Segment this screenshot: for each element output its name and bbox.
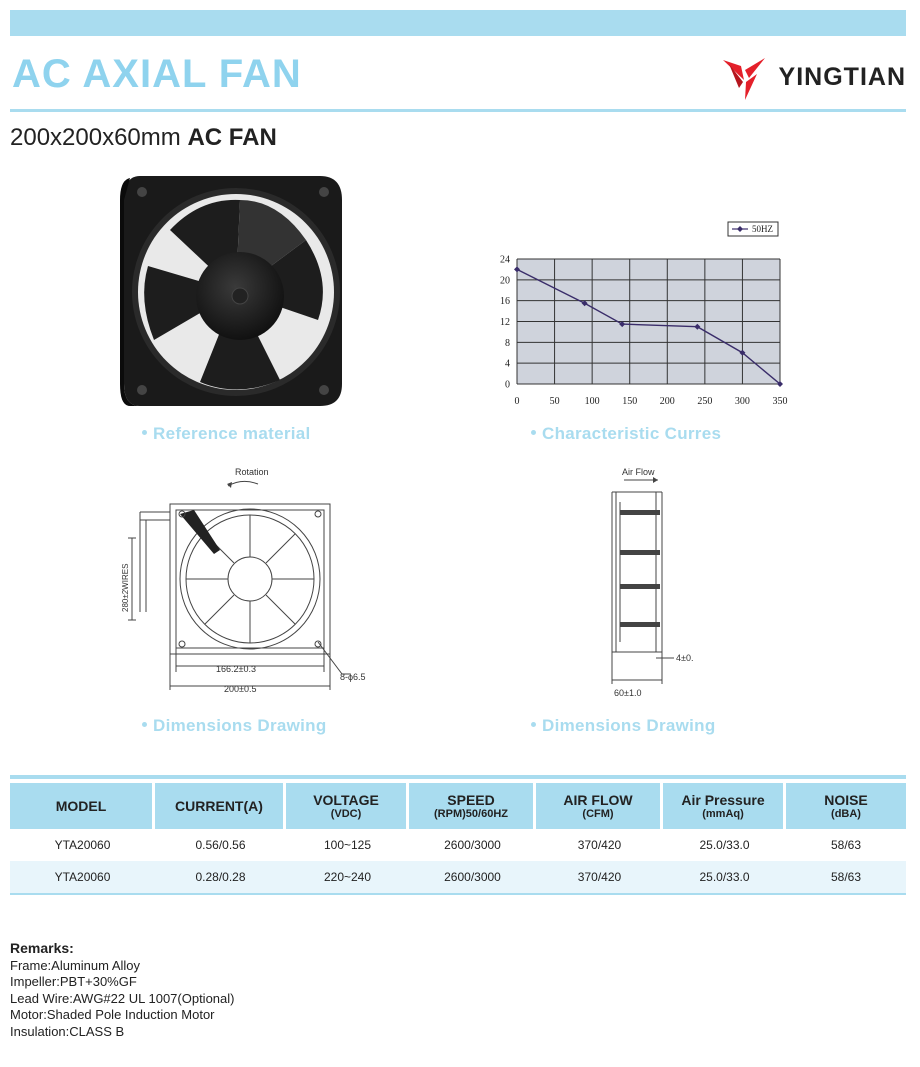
- cell-air-pressure: 25.0/33.0: [699, 838, 750, 852]
- cell-voltage: 220~240: [323, 870, 372, 884]
- chart-y-tick-label: 8: [505, 337, 510, 349]
- header-noise: NOISE (dBA): [786, 783, 906, 829]
- cell-noise: 58/63: [830, 838, 862, 852]
- hole-spacing-label: 166.2±0.3: [216, 664, 256, 674]
- bullet-icon: [142, 722, 147, 727]
- chart-x-tick-label: 100: [584, 396, 600, 407]
- cell-speed: 2600/3000: [444, 870, 501, 884]
- cell-model: YTA20060: [54, 838, 111, 852]
- remarks-title: Remarks:: [10, 940, 74, 956]
- header-speed: SPEED (RPM)50/60HZ: [409, 783, 533, 829]
- chart-x-tick-label: 250: [697, 396, 713, 407]
- cell-voltage: 100~125: [323, 838, 372, 852]
- rotation-label: Rotation: [235, 467, 269, 477]
- chart-x-tick-label: 150: [622, 396, 638, 407]
- chart-y-tick-label: 20: [500, 275, 510, 287]
- cell-noise: 58/63: [830, 870, 862, 884]
- cell-air-pressure: 25.0/33.0: [699, 870, 750, 884]
- remark-frame: Frame:Aluminum Alloy: [10, 957, 141, 973]
- chart-y-tick-label: 24: [500, 254, 510, 266]
- caption-dimensions-side: Dimensions Drawing: [531, 716, 716, 736]
- side-dimensions-drawing: [600, 462, 720, 702]
- front-dimensions-drawing: [110, 462, 390, 702]
- cell-air-flow: 370/420: [577, 838, 622, 852]
- air-flow-label: Air Flow: [622, 467, 655, 477]
- holes-label: 8-ϕ6.5: [340, 672, 366, 682]
- chart-y-tick-label: 12: [500, 317, 510, 328]
- remark-motor: Motor:Shaded Pole Induction Motor: [10, 1007, 215, 1022]
- yingtian-logo-icon: [719, 52, 769, 102]
- remark-impeller: Impeller:PBT+30%GF: [10, 974, 137, 989]
- chart-legend: [728, 222, 778, 236]
- header-air-flow: AIR FLOW (CFM): [536, 783, 660, 829]
- table-row: [10, 861, 906, 893]
- bullet-icon: [531, 722, 536, 727]
- chart-y-tick-label: 16: [500, 296, 510, 308]
- remark-lead-wire: Lead Wire:AWG#22 UL 1007(Optional): [10, 990, 235, 1006]
- page-title: AC AXIAL FAN: [12, 52, 302, 96]
- chart-x-tick-label: 350: [772, 396, 788, 407]
- header-air-pressure: Air Pressure (mmAq): [663, 783, 783, 829]
- caption-dimensions-front: Dimensions Drawing: [142, 716, 327, 736]
- width-label: 200±0.5: [224, 684, 257, 694]
- header-model: MODEL: [10, 783, 152, 829]
- product-type: AC FAN: [187, 124, 277, 151]
- cell-current: 0.56/0.56: [195, 838, 246, 852]
- top-color-band: [10, 10, 906, 36]
- cell-model: YTA20060: [54, 870, 111, 884]
- table-bottom-rule: [10, 893, 906, 895]
- chart-x-tick-label: 0: [514, 396, 520, 407]
- remarks-section: [10, 940, 234, 1040]
- spec-table: [10, 775, 906, 895]
- chart-x-tick-label: 200: [659, 396, 675, 407]
- cell-air-flow: 370/420: [577, 870, 622, 884]
- chart-x-tick-label: 50: [549, 396, 560, 407]
- characteristic-curve-chart: [490, 210, 790, 415]
- bullet-icon: [142, 430, 147, 435]
- fan-product-photo: [120, 170, 350, 410]
- remark-insulation: Insulation:CLASS B: [10, 1023, 125, 1039]
- chart-x-tick-label: 300: [734, 396, 750, 407]
- header-voltage: VOLTAGE (VDC): [286, 783, 406, 829]
- cell-speed: 2600/3000: [444, 838, 501, 852]
- page-header: [10, 44, 906, 112]
- product-subtitle: [10, 124, 277, 152]
- flange-label: 4±0.: [676, 653, 694, 663]
- chart-y-tick-label: 4: [505, 358, 510, 370]
- header-current: CURRENT(A): [155, 783, 283, 829]
- bullet-icon: [531, 430, 536, 435]
- wires-label: 280±2WIRES: [121, 563, 130, 612]
- chart-y-tick-label: 0: [505, 379, 510, 391]
- depth-label: 60±1.0: [614, 688, 642, 698]
- cell-current: 0.28/0.28: [195, 870, 246, 884]
- table-row: [10, 829, 906, 861]
- caption-reference: Reference material: [142, 424, 311, 444]
- table-header-row: [10, 783, 906, 829]
- table-top-rule: [10, 775, 906, 779]
- brand-logo: [719, 52, 906, 102]
- chart-legend-label: 50HZ: [752, 224, 773, 234]
- brand-name: YINGTIAN: [778, 62, 906, 91]
- product-size: 200x200x60mm: [10, 124, 181, 151]
- caption-characteristic: Characteristic Curres: [531, 424, 721, 444]
